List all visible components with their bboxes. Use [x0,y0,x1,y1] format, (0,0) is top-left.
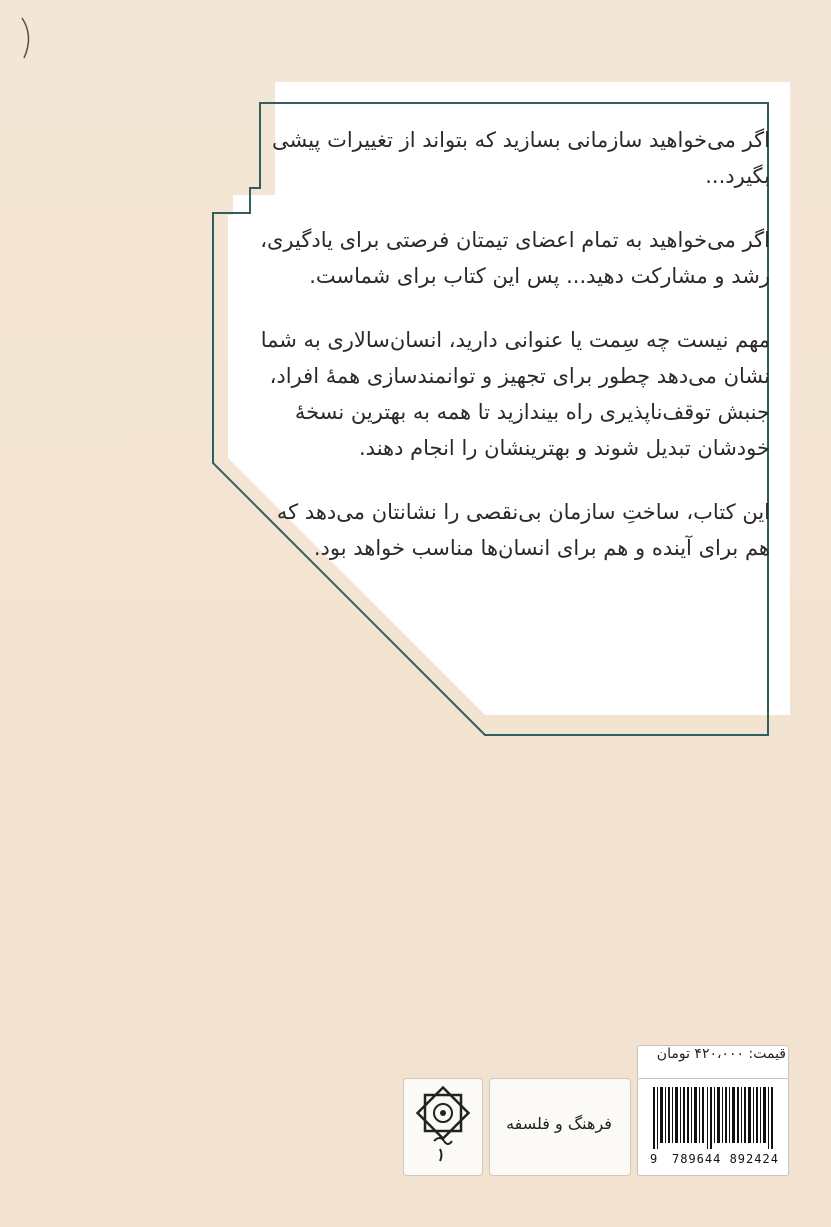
blurb-paragraph-3: مهم نیست چه سِمت یا عنوانی دارید، انسان‌سالاری به شما نشان می‌دهد چطور برای تجهیز و توانمندسازی همهٔ افراد، جنبش توقف‌ناپذیری راه بیندازید تا همه به بهترین نسخهٔ خودشان تبدیل شوند و بهترینشان را انجام دهند. [260,328,770,460]
series-label: فرهنگ و فلسفه [506,1114,612,1133]
blurb-paragraph-2: اگر می‌خواهید به تمام اعضای تیمتان فرصتی برای یادگیری، رشد و مشارکت دهید... پس این کتاب برای شماست. [260,228,770,288]
barcode-icon [645,1087,781,1149]
isbn-first-digit: 9 [650,1152,658,1166]
publisher-logo-box [403,1078,483,1176]
price-label: قیمت: ۴۲۰،۰۰۰ تومان [656,1046,786,1062]
back-cover-blurb [250,122,770,594]
isbn-digits: 789644 892424 [672,1152,779,1166]
blurb-paragraph-4: این کتاب، ساختِ سازمان بی‌نقصی را نشانتان می‌دهد که هم برای آینده و هم برای انسان‌ها مناسب خواهد بود. [276,500,770,560]
publisher-logo-icon [404,1079,482,1175]
blurb-paragraph-1: اگر می‌خواهید سازمانی بسازید که بتواند از تغییرات پیشی بگیرد... [271,128,770,188]
